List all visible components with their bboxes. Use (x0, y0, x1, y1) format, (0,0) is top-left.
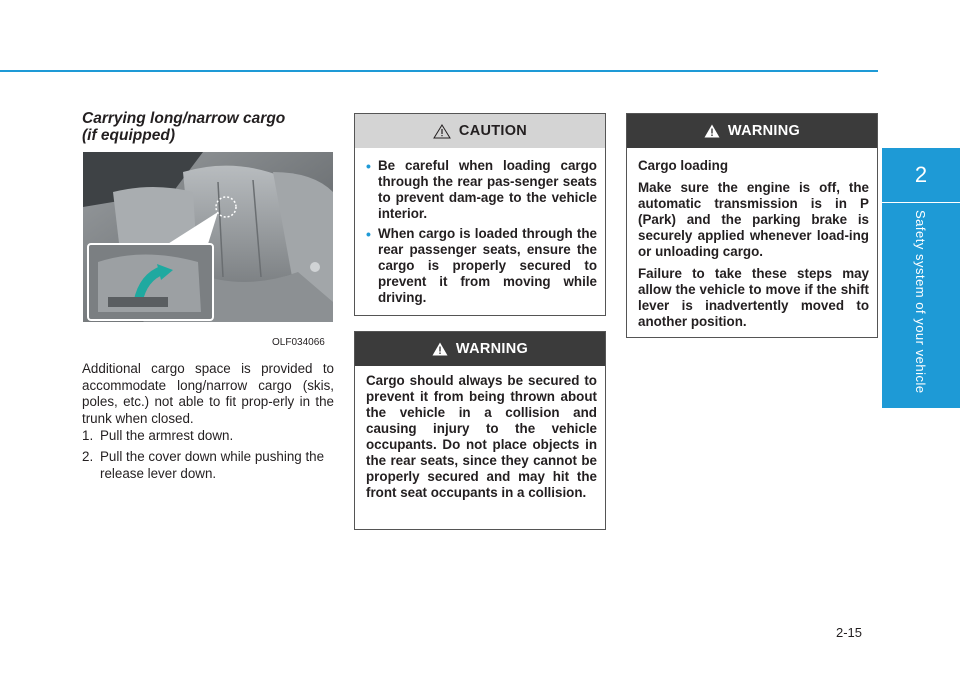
rear-seat-illustration (83, 152, 333, 322)
caution-bullet-text: When cargo is loaded through the rear passenger seats, ensure the cargo is properly secured to prevent it from moving while driving. (378, 226, 597, 305)
section-title (82, 110, 342, 144)
warning-triangle-icon (432, 342, 448, 356)
intro-paragraph: Additional cargo space is provided to accommodate long/narrow cargo (skis, poles, etc.) not able to fit prop-erly in the trunk when closed. (82, 361, 334, 426)
warning-paragraph: Failure to take these steps may allow the vehicle to move if the shift lever is inadvertently moved to another position. (638, 266, 869, 329)
list-item (366, 158, 597, 222)
warning-body (627, 148, 877, 344)
list-item (366, 226, 597, 306)
warning-body: Cargo should always be secured to prevent it from being thrown about the vehicle in a collision and causing injury to the vehicle occupants. Do not place objects in the rear seats, since they cannot be properly secured and may hit the front seat occupants in a collision. (366, 373, 597, 500)
caution-triangle-icon (433, 124, 451, 139)
warning-box-cargo-secured (354, 331, 606, 530)
warning-header (355, 332, 605, 366)
chapter-label: Safety system of your vehicle (913, 210, 928, 394)
list-item (82, 428, 334, 445)
step-text: Pull the armrest down. (100, 428, 234, 443)
warning-triangle-icon (704, 124, 720, 138)
warning-heading: WARNING (727, 123, 801, 139)
warning-paragraph: Make sure the engine is off, the automatic transmission is in P (Park) and the parking brake is securely applied whenever load-ing or unloading cargo. (638, 180, 869, 259)
caution-header (355, 114, 605, 148)
caution-bullet-text: Be careful when loading cargo through the rear pas-senger seats to prevent dam-age to the vehicle interior. (378, 158, 597, 221)
step-text: Pull the cover down while pushing the release lever down. (100, 449, 325, 481)
bullet-icon: • (366, 226, 371, 242)
caution-box (354, 113, 606, 316)
chapter-divider (882, 202, 960, 203)
page-number: 2-15 (836, 625, 863, 640)
section-title-line1: Carrying long/narrow cargo (82, 110, 286, 127)
caution-heading: CAUTION (458, 123, 528, 139)
caution-body (355, 148, 605, 318)
bullet-icon: • (366, 158, 371, 174)
figure-code: OLF034066 (272, 337, 325, 348)
section-title-line2: (if equipped) (82, 127, 175, 144)
top-rule (0, 70, 878, 72)
rear-seat-photo (83, 152, 333, 322)
warning-box-cargo-loading (626, 113, 878, 338)
list-item (82, 449, 334, 482)
warning-header (627, 114, 877, 148)
step-number: 1. (82, 428, 94, 443)
chapter-number: 2 (914, 162, 928, 187)
warning-heading: WARNING (455, 341, 529, 357)
warning-subtitle: Cargo loading (638, 158, 729, 173)
step-number: 2. (82, 449, 94, 464)
